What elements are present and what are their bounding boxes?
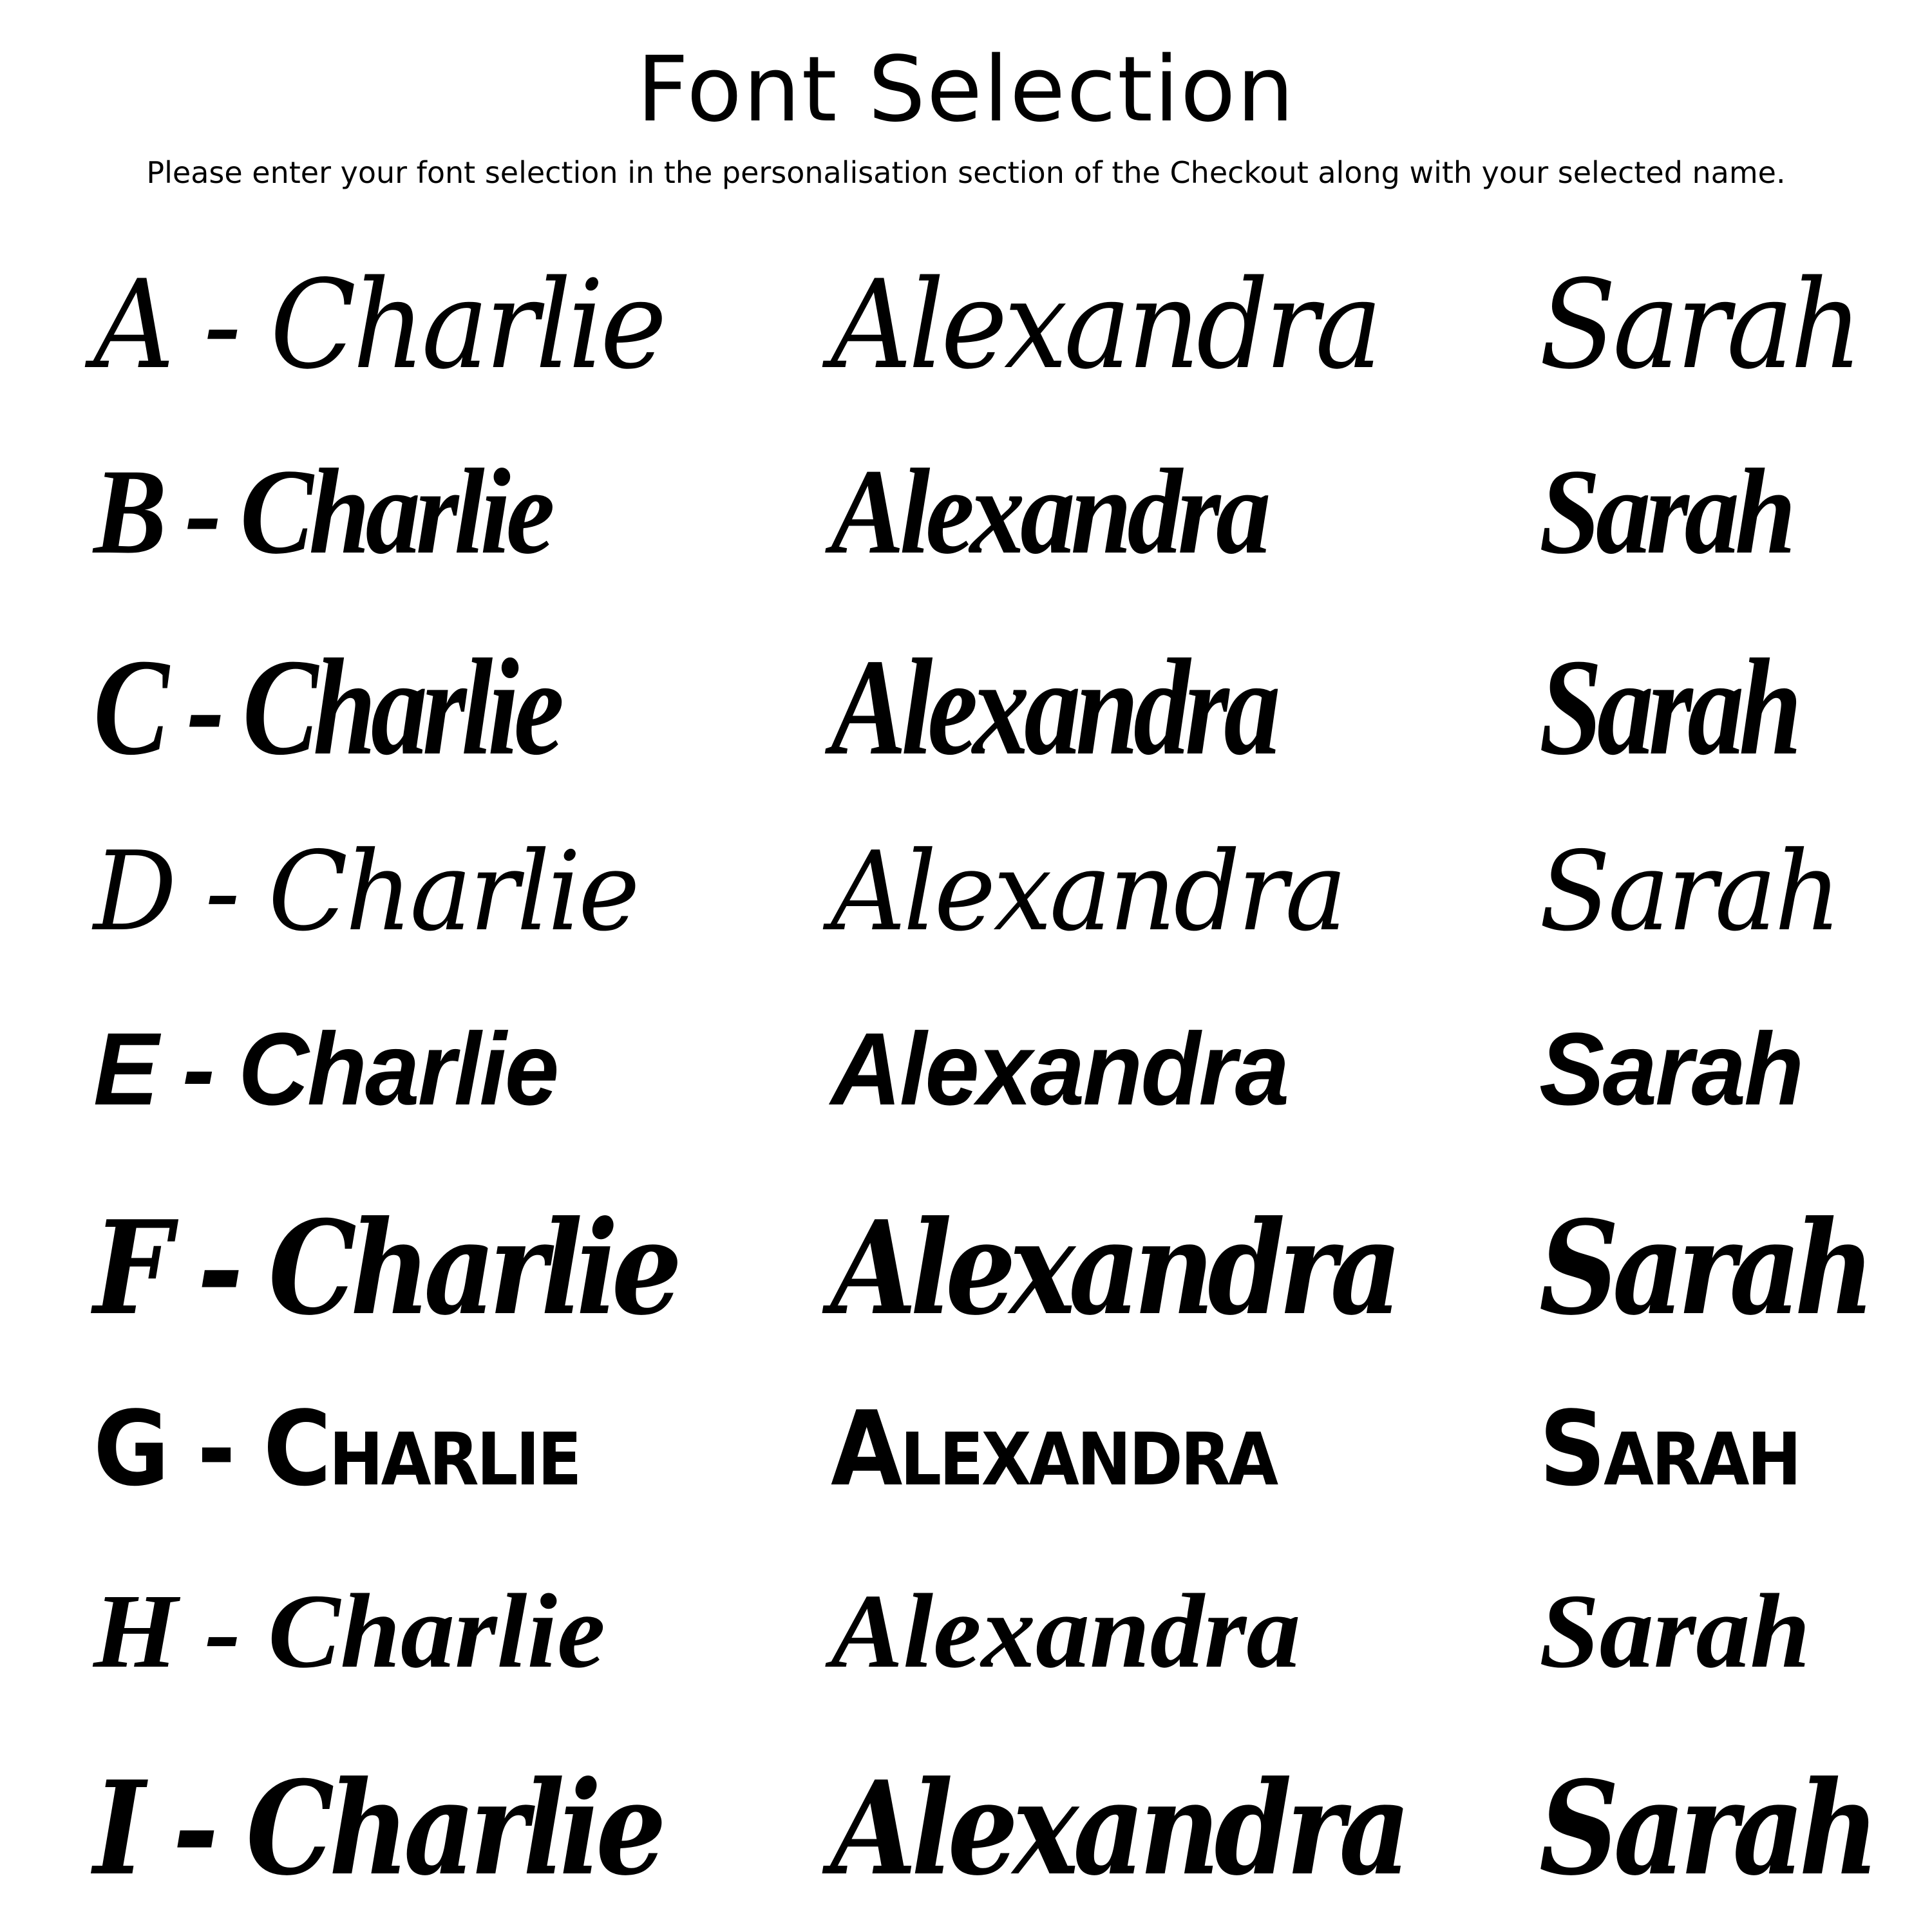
font-f-sample-sarah: Sarah bbox=[1539, 1193, 1869, 1344]
font-d-sample-alexandra: Alexandra bbox=[831, 828, 1345, 956]
font-i-sample-alexandra: Alexandra bbox=[831, 1753, 1406, 1904]
font-c-sample-alexandra: Alexandra bbox=[831, 630, 1276, 784]
font-a-sample-sarah: Sarah bbox=[1539, 254, 1859, 396]
font-e-sample-alexandra: Alexandra bbox=[831, 1011, 1288, 1126]
font-e-label: E - Charlie bbox=[93, 1011, 558, 1126]
font-h-label: H - Charlie bbox=[93, 1572, 605, 1690]
page-title: Font Selection bbox=[636, 37, 1296, 142]
font-g-sample-alexandra: Alexandra bbox=[831, 1388, 1276, 1509]
font-b-sample-alexandra: Alexandra bbox=[831, 444, 1267, 580]
font-g-label: G - Charlie bbox=[93, 1388, 580, 1509]
font-c-label: C - Charlie bbox=[93, 630, 559, 784]
font-e-sample-sarah: Sarah bbox=[1539, 1011, 1803, 1126]
font-c-sample-sarah: Sarah bbox=[1539, 630, 1797, 784]
font-a-label: A - Charlie bbox=[93, 254, 664, 396]
font-b-label: B - Charlie bbox=[93, 444, 551, 580]
font-d-sample-sarah: Sarah bbox=[1539, 828, 1839, 956]
font-g-sample-sarah: Sarah bbox=[1539, 1388, 1799, 1509]
font-a-sample-alexandra: Alexandra bbox=[831, 254, 1379, 396]
font-h-sample-alexandra: Alexandra bbox=[831, 1572, 1301, 1690]
font-i-sample-sarah: Sarah bbox=[1539, 1753, 1874, 1904]
font-b-sample-sarah: Sarah bbox=[1539, 444, 1792, 580]
font-i-label: I - Charlie bbox=[93, 1753, 661, 1904]
font-h-sample-sarah: Sarah bbox=[1539, 1572, 1811, 1690]
font-d-label: D - Charlie bbox=[93, 828, 638, 956]
font-f-sample-alexandra: Alexandra bbox=[831, 1193, 1396, 1344]
font-f-label: F - Charlie bbox=[93, 1193, 676, 1344]
instructions-text: Please enter your font selection in the personalisation section of the Checkout along with your selected name. bbox=[146, 155, 1786, 190]
